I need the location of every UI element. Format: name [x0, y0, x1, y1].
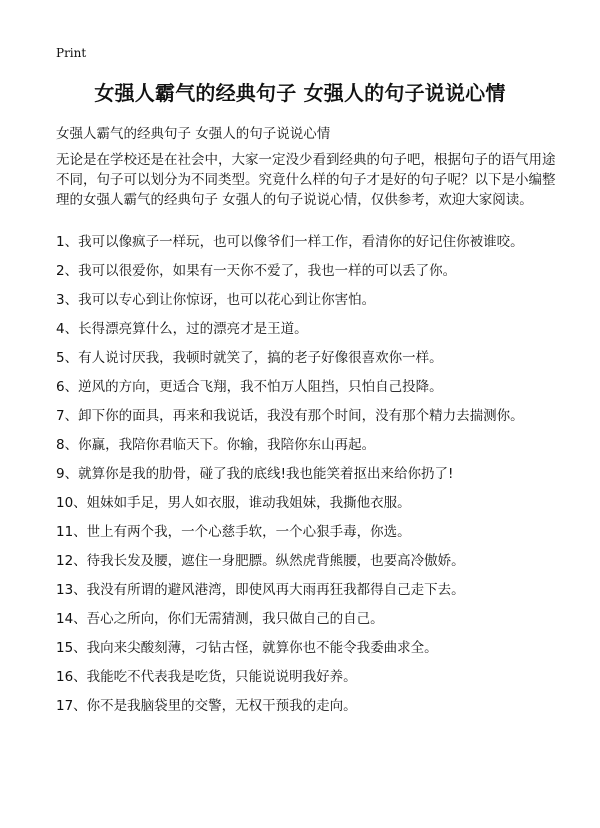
quote-list	[56, 232, 576, 725]
list-item: 2、我可以很爱你，如果有一天你不爱了，我也一样的可以丢了你。	[56, 263, 457, 279]
list-item: 11、世上有两个我，一个心慈手软，一个心狠手毒，你选。	[56, 524, 411, 540]
print-link[interactable]: Print	[56, 46, 87, 60]
list-item: 14、吾心之所向，你们无需猜测，我只做自己的自己。	[56, 611, 384, 627]
list-item: 16、我能吃不代表我是吃货，只能说说明我好养。	[56, 669, 357, 685]
list-item: 17、你不是我脑袋里的交警，无权干预我的走向。	[56, 698, 357, 714]
list-item: 13、我没有所谓的避风港湾，即使风再大雨再狂我都得自己走下去。	[56, 582, 465, 598]
list-item: 3、我可以专心到让你惊讶，也可以花心到让你害怕。	[56, 292, 376, 308]
list-item: 1、我可以像疯子一样玩，也可以像爷们一样工作，看清你的好记住你被谁咬。	[56, 234, 524, 250]
list-item: 5、有人说讨厌我，我顿时就笑了，搞的老子好像很喜欢你一样。	[56, 350, 443, 366]
list-item: 4、长得漂亮算什么，过的漂亮才是王道。	[56, 321, 308, 337]
page-subtitle: 女强人霸气的经典句子 女强人的句子说说心情	[56, 126, 331, 142]
page-title: 女强人霸气的经典句子 女强人的句子说说心情	[94, 81, 506, 105]
list-item: 7、卸下你的面具，再来和我说话，我没有那个时间，没有那个精力去揣测你。	[56, 408, 524, 424]
list-item: 12、待我长发及腰，遮住一身肥膘。纵然虎背熊腰，也要高冷傲娇。	[56, 553, 465, 569]
intro-paragraph: 无论是在学校还是在社会中，大家一定没少看到经典的句子吧，根据句子的语气用途不同，句子可以划分为不同类型。究竟什么样的句子才是好的句子呢？以下是小编整理的女强人霸气的经典句子 女强人的句子说说心情，仅供参考，欢迎大家阅读。	[56, 152, 556, 208]
list-item: 8、你赢，我陪你君临天下。你输，我陪你东山再起。	[56, 437, 376, 453]
list-item: 6、逆风的方向，更适合飞翔，我不怕万人阻挡，只怕自己投降。	[56, 379, 443, 395]
list-item: 9、就算你是我的肋骨，碰了我的底线!我也能笑着抠出来给你扔了!	[56, 466, 454, 482]
list-item: 15、我向来尖酸刻薄，刁钻古怪，就算你也不能令我委曲求全。	[56, 640, 438, 656]
list-item: 10、姐妹如手足，男人如衣服，谁动我姐妹，我撕他衣服。	[56, 495, 411, 511]
